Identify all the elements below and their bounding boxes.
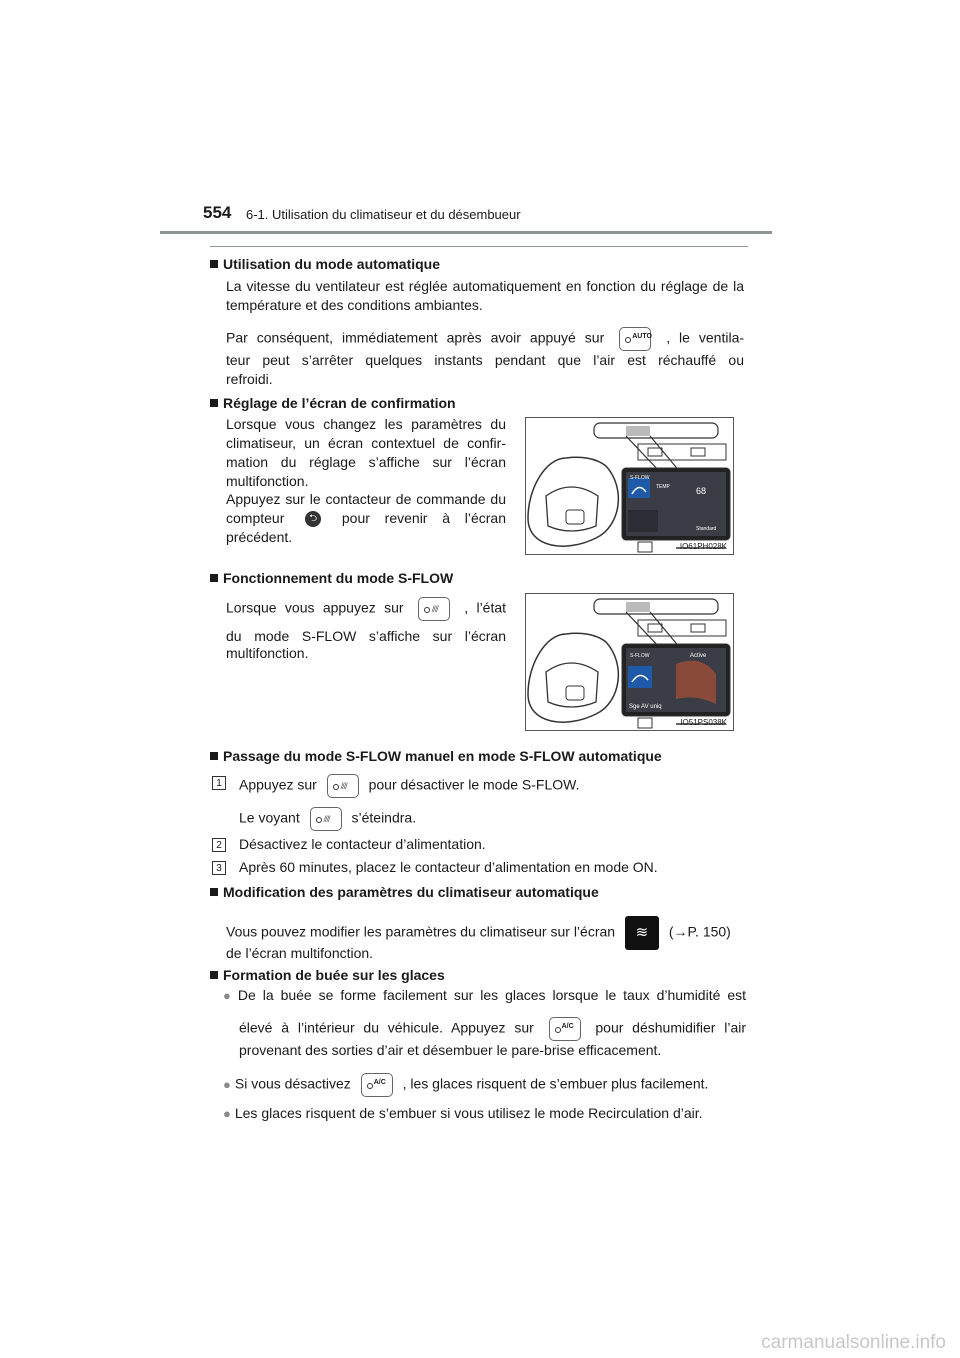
- square-bullet-icon: [210, 260, 218, 268]
- step-2-text: Désactivez le contacteur d’alimentation.: [239, 836, 486, 852]
- heading-fogging: Formation de buée sur les glaces: [210, 967, 445, 983]
- fogging-bullet-2: ● Si vous désactivez A/C , les glaces risquent de s’embuer plus facilement.: [223, 1073, 708, 1097]
- square-bullet-icon: [210, 752, 218, 760]
- square-bullet-icon: [210, 399, 218, 407]
- dashboard-illustration: [526, 418, 733, 554]
- auto-mode-line: Par conséquent, immédiatement après avoir appuyé sur AUTO , le ventila-: [226, 327, 744, 351]
- heading-auto-mode: Utilisation du mode automatique: [210, 256, 440, 272]
- auto-button-icon: AUTO: [619, 327, 651, 351]
- watermark: carmanualsonline.info: [761, 1332, 946, 1353]
- fogging-bullet-1-line-2: élevé à l’intérieur du véhicule. Appuyez sur A/C pour déshumidifier l’air: [239, 1017, 746, 1041]
- step-number-3: 3: [212, 861, 226, 875]
- page-number: 554: [203, 203, 232, 222]
- fogging-bullet-1-line-1: ● De la buée se forme facilement sur les glaces lorsque le taux d’humidité est: [223, 987, 746, 1003]
- auto-mode-line-3: refroidi.: [226, 371, 273, 387]
- ac-button-icon: A/C: [361, 1073, 393, 1097]
- figure-code: IO61PH028K: [679, 542, 727, 551]
- bullet-dot-icon: ●: [223, 988, 234, 1003]
- figure-sflow-screen: [525, 593, 734, 731]
- fogging-bullet-1-line-3: provenant des sorties d’air et désembuer le pare-brise efficacement.: [239, 1042, 662, 1058]
- step-3-text: Après 60 minutes, placez le contacteur d’alimentation en mode ON.: [239, 859, 658, 875]
- step-number-2: 2: [212, 838, 226, 852]
- screen-temp-label: TEMP: [656, 484, 670, 490]
- auto-mode-line-2: teur peut s’arrêter quelques instants pendant que l’air est réchauffé ou: [226, 352, 744, 368]
- paragraph-return: Appuyez sur le contacteur de commande du compteur ⮌ pour revenir à l’écran précédent.: [226, 491, 507, 545]
- sflow-indicator-icon: ⫽⫽: [310, 807, 342, 831]
- heading-confirmation-screen: Réglage de l’écran de confirmation: [210, 395, 456, 411]
- figure-code: IO51PS038K: [680, 718, 727, 727]
- sflow-line-3: multifonction.: [226, 645, 309, 661]
- step-1-sub-text: Le voyant ⫽⫽ s’éteindra.: [239, 807, 416, 831]
- section-rule: [210, 246, 748, 247]
- heading-sflow-switch: Passage du mode S-FLOW manuel en mode S-FLOW automatique: [210, 748, 662, 764]
- paragraph-confirmation: Lorsque vous changez les paramètres du climatiseur, un écran contextuel de confir-mation du réglage s’affiche sur l’écran multifonction.: [226, 416, 506, 489]
- sflow-line: Lorsque vous appuyez sur ⫽⫽ , l’état: [226, 597, 506, 621]
- dashboard-illustration: [526, 594, 733, 730]
- chapter-title: 6-1. Utilisation du climatiseur et du désembueur: [246, 207, 521, 222]
- bullet-dot-icon: ●: [223, 1076, 231, 1092]
- screen-mode-label: S-FLOW: [630, 475, 650, 481]
- bullet-dot-icon: ●: [223, 1106, 231, 1121]
- fogging-bullet-3: ● Les glaces risquent de s’embuer si vous utilisez le mode Recirculation d’air.: [223, 1105, 703, 1121]
- square-bullet-icon: [210, 971, 218, 979]
- step-number-1: 1: [212, 776, 226, 790]
- figure-confirmation-screen: [525, 417, 734, 555]
- climate-screen-icon: ≋: [625, 916, 659, 950]
- paragraph-auto-mode: La vitesse du ventilateur est réglée automatiquement en fonction du réglage de la température et des conditions ambiantes.: [226, 278, 744, 313]
- screen-mode-label: S-FLOW: [630, 653, 650, 659]
- sflow-line-2: du mode S-FLOW s’affiche sur l’écran: [226, 628, 506, 644]
- sflow-button-icon: ⫽⫽: [418, 597, 450, 621]
- screen-status-label: Active: [690, 653, 707, 659]
- sflow-button-icon: ⫽⫽: [327, 774, 359, 798]
- square-bullet-icon: [210, 574, 218, 582]
- screen-standard-label: Standard: [696, 526, 717, 532]
- header-rule: [160, 231, 772, 234]
- heading-auto-ac-settings: Modification des paramètres du climatiseur automatique: [210, 884, 599, 900]
- screen-seat-label: Sge AV uniq: [629, 704, 662, 710]
- ac-button-icon: A/C: [549, 1017, 581, 1041]
- square-bullet-icon: [210, 888, 218, 896]
- ac-settings-line: Vous pouvez modifier les paramètres du climatiseur sur l’écran ≋ (→P. 150): [226, 916, 731, 950]
- ac-settings-line-2: de l’écran multifonction.: [226, 945, 374, 961]
- screen-temp-value: 68: [696, 486, 707, 496]
- heading-sflow: Fonctionnement du mode S-FLOW: [210, 570, 453, 586]
- return-button-icon: ⮌: [305, 511, 321, 527]
- step-1-text: Appuyez sur ⫽⫽ pour désactiver le mode S-FLOW.: [239, 774, 579, 798]
